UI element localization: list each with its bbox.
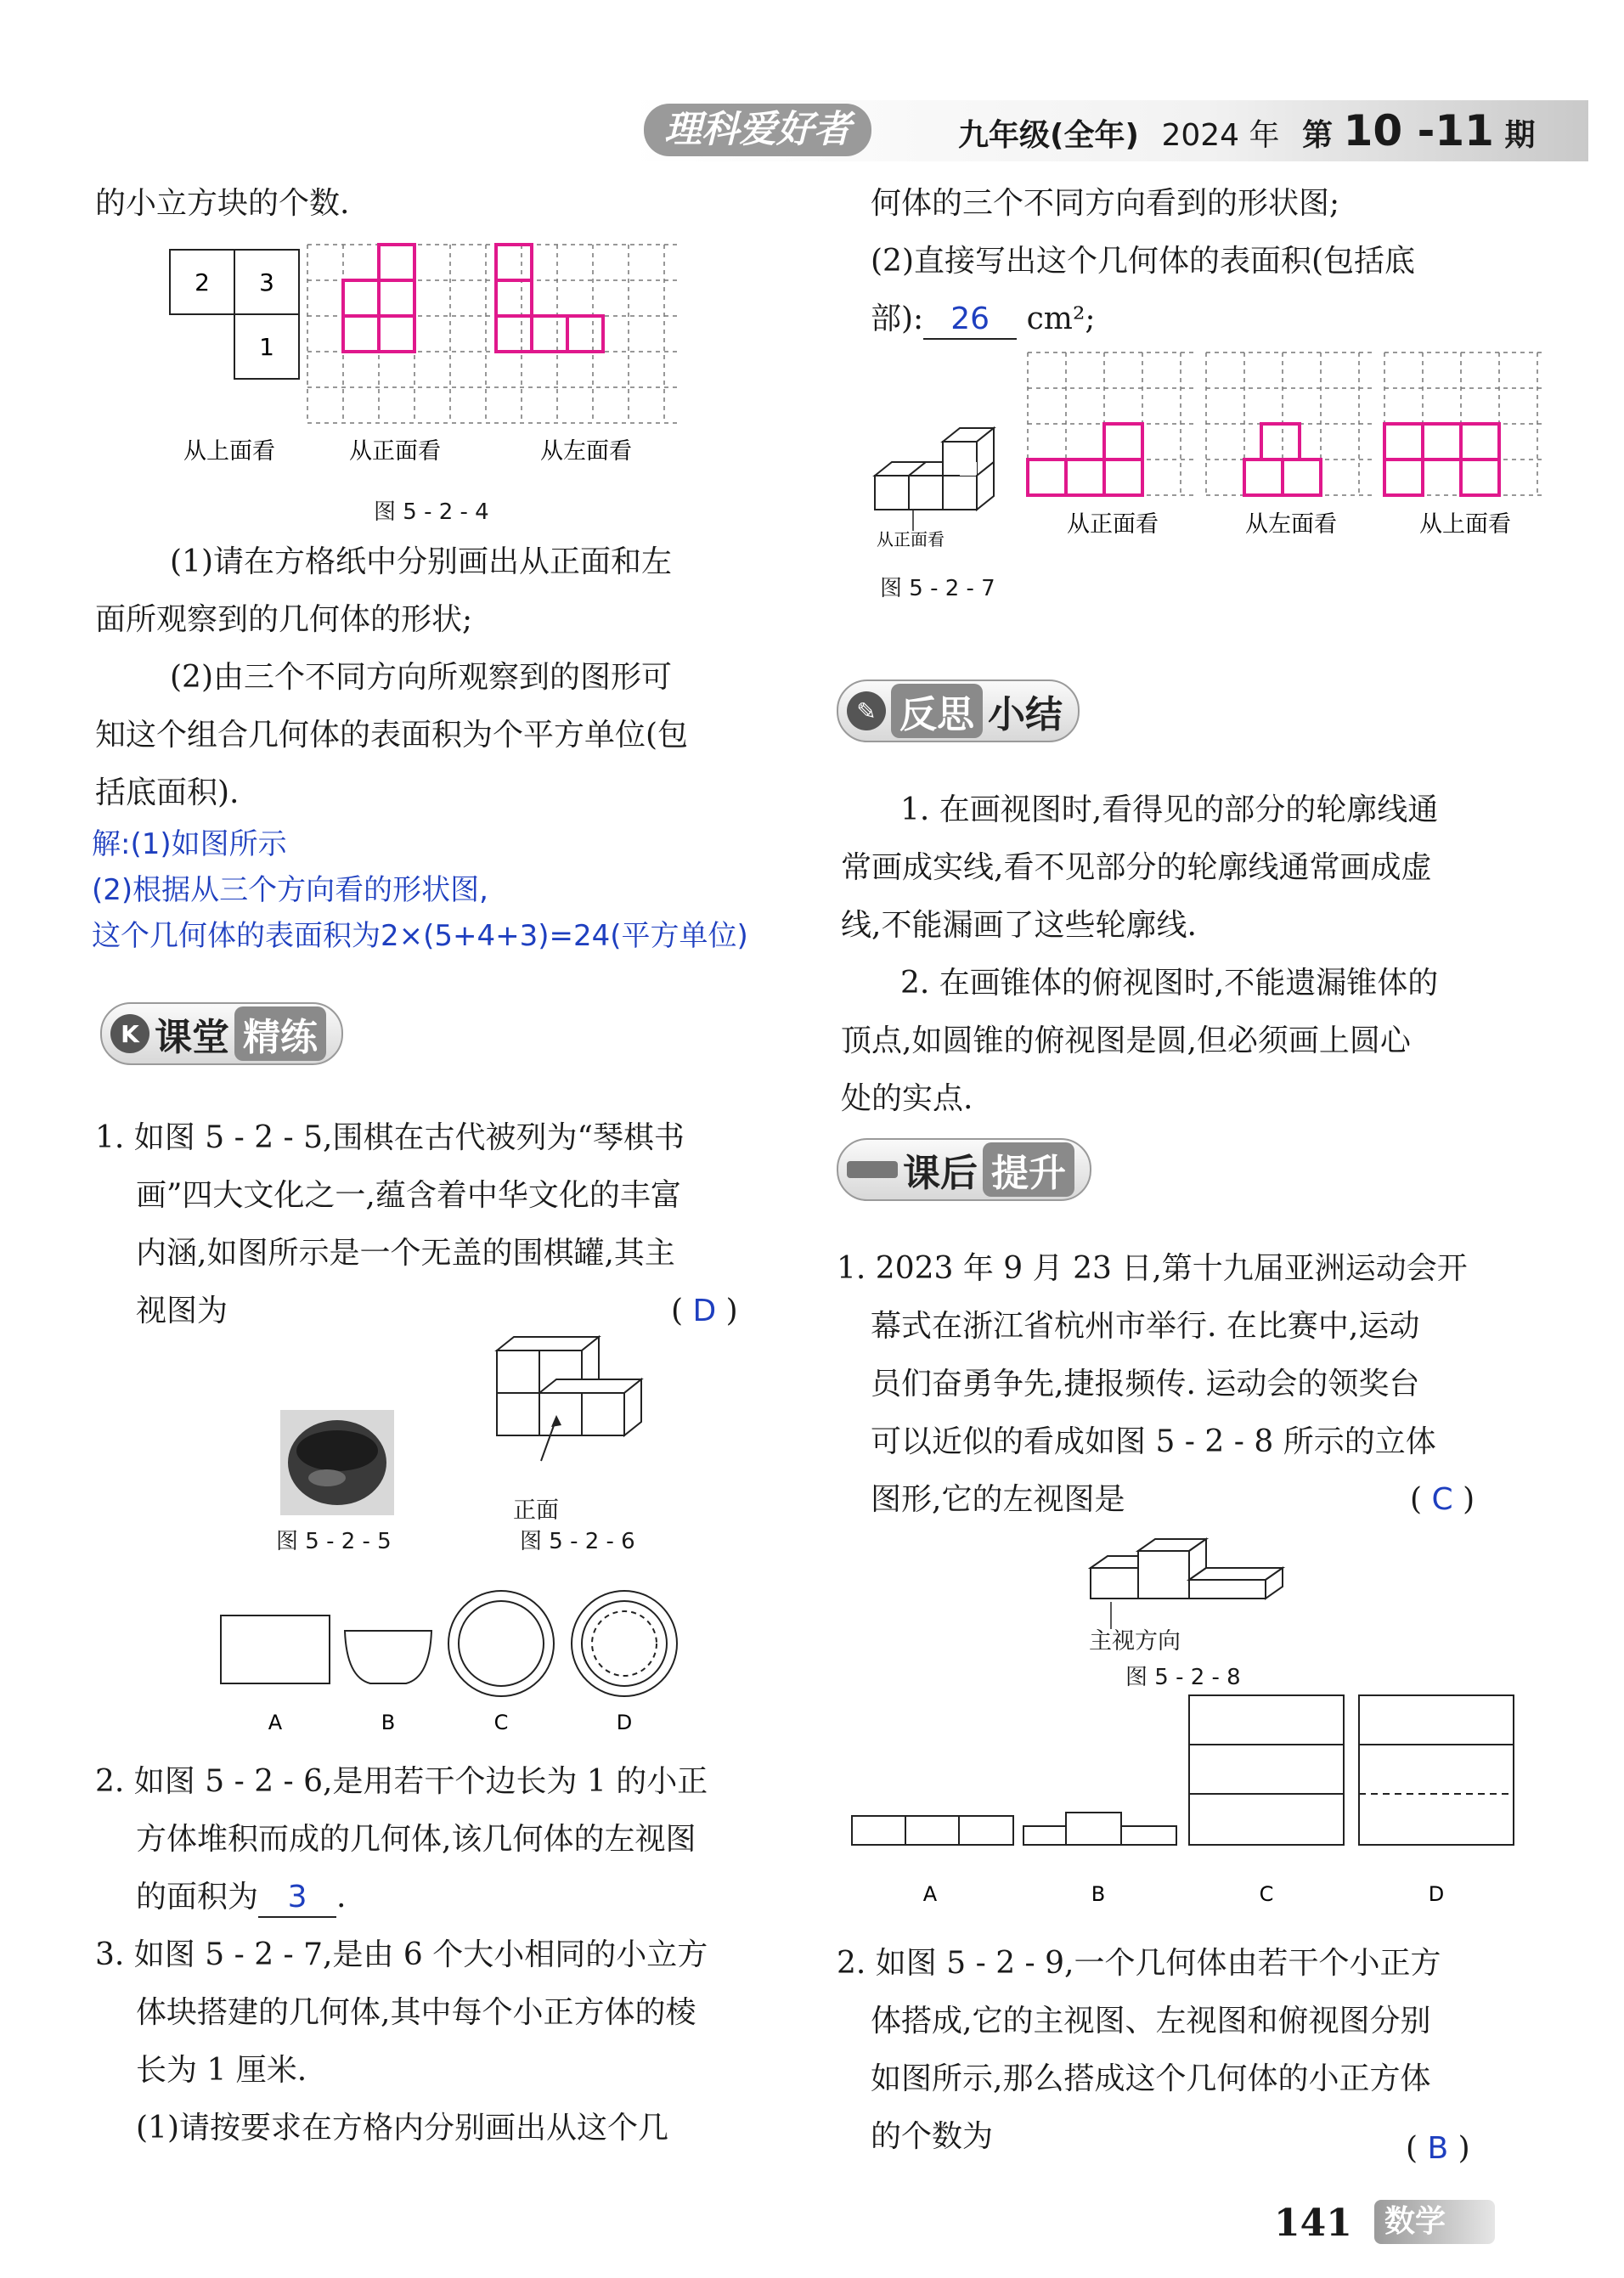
h1-answer: C [1431, 1482, 1453, 1517]
top-cell-1: 2 [195, 268, 210, 296]
h2-line-4: 的个数为 [871, 2119, 994, 2154]
h1-option-d-label: D [1428, 1882, 1445, 1906]
summary-line-5: 顶点,如圆锥的俯视图是圆,但必须画上圆心 [841, 1023, 1411, 1058]
section-header-improve [837, 1138, 1091, 1201]
section-reflection-b: 小结 [988, 693, 1063, 736]
option-b-shape [1023, 1813, 1176, 1845]
right-cont-2b [871, 290, 1096, 348]
h2-line-1: 2. 如图 5 - 2 - 9,一个几何体由若干个小正方 [837, 1946, 1441, 1981]
q1-line-2: 面所观察到的几何体的形状; [95, 602, 473, 637]
p1-line-4: 视图为 [136, 1294, 228, 1328]
pencil-icon: ✎ [847, 691, 886, 730]
p3-line-1: 3. 如图 5 - 2 - 7,是由 6 个大小相同的小立方 [95, 1937, 708, 1972]
h1-answer-box: ( C ) [1410, 1482, 1475, 1517]
page-header [629, 100, 1588, 161]
solution-line-3: 这个几何体的表面积为2×(5+4+3)=24(平方单位) [92, 919, 748, 953]
header-issue-number: 10 -11 [1343, 106, 1494, 155]
h1-line-5: 图形,它的左视图是 [871, 1482, 1125, 1517]
header-year: 2024 年 [1161, 118, 1280, 153]
option-c-shape [1189, 1695, 1344, 1845]
caption-fig-5-2-7: 图 5 - 2 - 7 [880, 576, 995, 601]
p3-line-2: 体块搭建的几何体,其中每个小正方体的棱 [136, 1995, 696, 2030]
summary-line-3: 线,不能漏画了这些轮廓线. [841, 908, 1197, 943]
header-issue-prefix: 第 [1302, 118, 1334, 153]
h1-line-3: 员们奋勇争先,捷报频传. 运动会的领奖台 [871, 1367, 1420, 1401]
header-grade: 九年级(全年) [958, 118, 1139, 153]
p1-line-2: 画”四大文化之一,蕴含着中华文化的丰富 [136, 1178, 681, 1213]
option-b-label: B [381, 1711, 396, 1734]
fig527-label-front: 从正面看 [1067, 511, 1159, 538]
section-practice-a: 课堂 [155, 1016, 229, 1059]
section-practice-b: 精练 [234, 1006, 326, 1061]
option-b-shape [345, 1631, 431, 1683]
p1-options [212, 1571, 705, 1741]
h2-answer: B [1427, 2131, 1449, 2166]
fig527-label-top: 从上面看 [1419, 511, 1511, 538]
p2-line-3: 的面积为 3 . [136, 1869, 346, 1926]
h2-line-2: 体搭成,它的主视图、左视图和俯视图分别 [871, 2004, 1431, 2038]
h1-line-1: 1. 2023 年 9 月 23 日,第十九届亚洲运动会开 [837, 1251, 1468, 1286]
header-issue-suffix: 期 [1504, 118, 1536, 153]
option-d-shape [1359, 1695, 1514, 1845]
section-k-icon: K [110, 1014, 149, 1053]
fig527-front-view [1028, 424, 1142, 495]
label-top-view: 从上面看 [183, 438, 275, 465]
p2-answer: 3 [287, 1880, 307, 1914]
p2-line-3-text: 的面积为 [136, 1880, 259, 1914]
label-front-view: 从正面看 [349, 438, 441, 465]
area-unit: cm²; [1026, 302, 1096, 336]
option-a-label: A [268, 1711, 283, 1734]
section-reflection-a: 反思 [891, 684, 983, 738]
q2-line-3: 括底面积). [95, 775, 240, 810]
caption-fig-5-2-8: 图 5 - 2 - 8 [1125, 1665, 1241, 1690]
fig527-top-view [1384, 424, 1499, 495]
label-left-view: 从左面看 [540, 438, 632, 465]
top-view-grid [170, 250, 299, 379]
option-a-shape [852, 1816, 1013, 1845]
option-d-dashed [592, 1611, 657, 1676]
right-cont-2a: (2)直接写出这个几何体的表面积(包括底 [871, 244, 1416, 279]
p2-line-1: 2. 如图 5 - 2 - 6,是用若干个边长为 1 的小正 [95, 1764, 708, 1799]
top-cell-2: 3 [259, 268, 274, 296]
option-a-shape [221, 1615, 330, 1683]
section-improve-a: 课后 [903, 1152, 978, 1195]
fig528-direction-label: 主视方向 [1089, 1628, 1181, 1655]
figure-5-2-5-bowl-photo [280, 1410, 394, 1515]
top-cell-3: 1 [259, 333, 274, 361]
area-answer: 26 [950, 302, 990, 336]
right-cont-2b-text: 部): [871, 302, 924, 336]
q1-line-1: (1)请在方格纸中分别画出从正面和左 [170, 544, 672, 579]
section-improve-b: 提升 [983, 1142, 1074, 1197]
h1-options [845, 1690, 1525, 1920]
h2-line-3: 如图所示,那么搭成这个几何体的小正方体 [871, 2061, 1431, 2096]
section-bar-icon [847, 1161, 898, 1178]
dashed-grid-a [307, 245, 486, 423]
q2-line-2: 知这个组合几何体的表面积为个平方单位(包 [95, 718, 689, 753]
p2-blank [258, 1879, 336, 1918]
section-header-practice [100, 1002, 343, 1065]
h1-option-a-label: A [922, 1882, 938, 1906]
dashed-grid-b [486, 245, 679, 423]
fig526-front-label: 正面 [513, 1497, 559, 1524]
summary-line-2: 常画成实线,看不见部分的轮廓线通常画成虚 [841, 850, 1432, 885]
figure-5-2-7 [866, 348, 1546, 552]
fig527-solid-label: 从正面看 [877, 529, 945, 550]
fig527-left-view [1244, 424, 1321, 495]
option-d-outer [572, 1591, 677, 1696]
p3-line-3: 长为 1 厘米. [136, 2053, 307, 2088]
left-view-drawing [496, 245, 603, 352]
option-c-inner [459, 1601, 544, 1686]
option-c-outer [448, 1591, 554, 1696]
option-c-label: C [493, 1711, 509, 1734]
p2-line-2: 方体堆积而成的几何体,该几何体的左视图 [136, 1822, 696, 1857]
fig527-solid [875, 428, 994, 510]
option-d-inner [582, 1601, 667, 1686]
header-issue [958, 106, 1536, 158]
summary-line-4: 2. 在画锥体的俯视图时,不能遗漏锥体的 [900, 966, 1439, 1001]
fig527-label-left: 从左面看 [1245, 511, 1337, 538]
p1-line-3: 内涵,如图所示是一个无盖的围棋罐,其主 [136, 1236, 675, 1271]
section-header-reflection [837, 679, 1080, 742]
q2-line-1: (2)由三个不同方向所观察到的图形可 [170, 660, 672, 695]
p1-answer-box: ( D ) [671, 1294, 738, 1328]
summary-line-1: 1. 在画视图时,看得见的部分的轮廓线通 [900, 792, 1439, 827]
intro-line: 的小立方块的个数. [95, 186, 350, 221]
subject-badge: 数学 [1374, 2200, 1495, 2244]
summary-line-6: 处的实点. [841, 1081, 973, 1116]
solution-line-1: 解:(1)如图所示 [92, 827, 287, 861]
brand-logo: 理科爱好者 [644, 104, 871, 156]
area-blank [923, 301, 1017, 340]
h1-line-2: 幕式在浙江省杭州市举行. 在比赛中,运动 [871, 1309, 1420, 1344]
h1-option-b-label: B [1091, 1882, 1106, 1906]
caption-fig-5-2-6: 图 5 - 2 - 6 [520, 1529, 635, 1554]
solution-line-2: (2)根据从三个方向看的形状图, [92, 873, 488, 907]
p1-answer: D [692, 1294, 717, 1328]
right-cont-1: 何体的三个不同方向看到的形状图; [871, 186, 1340, 221]
option-d-label: D [616, 1711, 633, 1734]
h2-answer-box: ( B ) [1406, 2131, 1470, 2166]
caption-fig-5-2-4: 图 5 - 2 - 4 [374, 499, 489, 525]
p1-line-1: 1. 如图 5 - 2 - 5,围棋在古代被列为“琴棋书 [95, 1120, 685, 1155]
page-number: 141 [1274, 2202, 1352, 2245]
figure-5-2-4 [161, 228, 688, 482]
caption-fig-5-2-5: 图 5 - 2 - 5 [276, 1529, 392, 1554]
h1-line-4: 可以近似的看成如图 5 - 2 - 8 所示的立体 [871, 1424, 1436, 1459]
p3-line-4: (1)请按要求在方格内分别画出从这个几 [136, 2111, 668, 2145]
front-view-drawing [343, 245, 414, 352]
h1-option-c-label: C [1259, 1882, 1274, 1906]
